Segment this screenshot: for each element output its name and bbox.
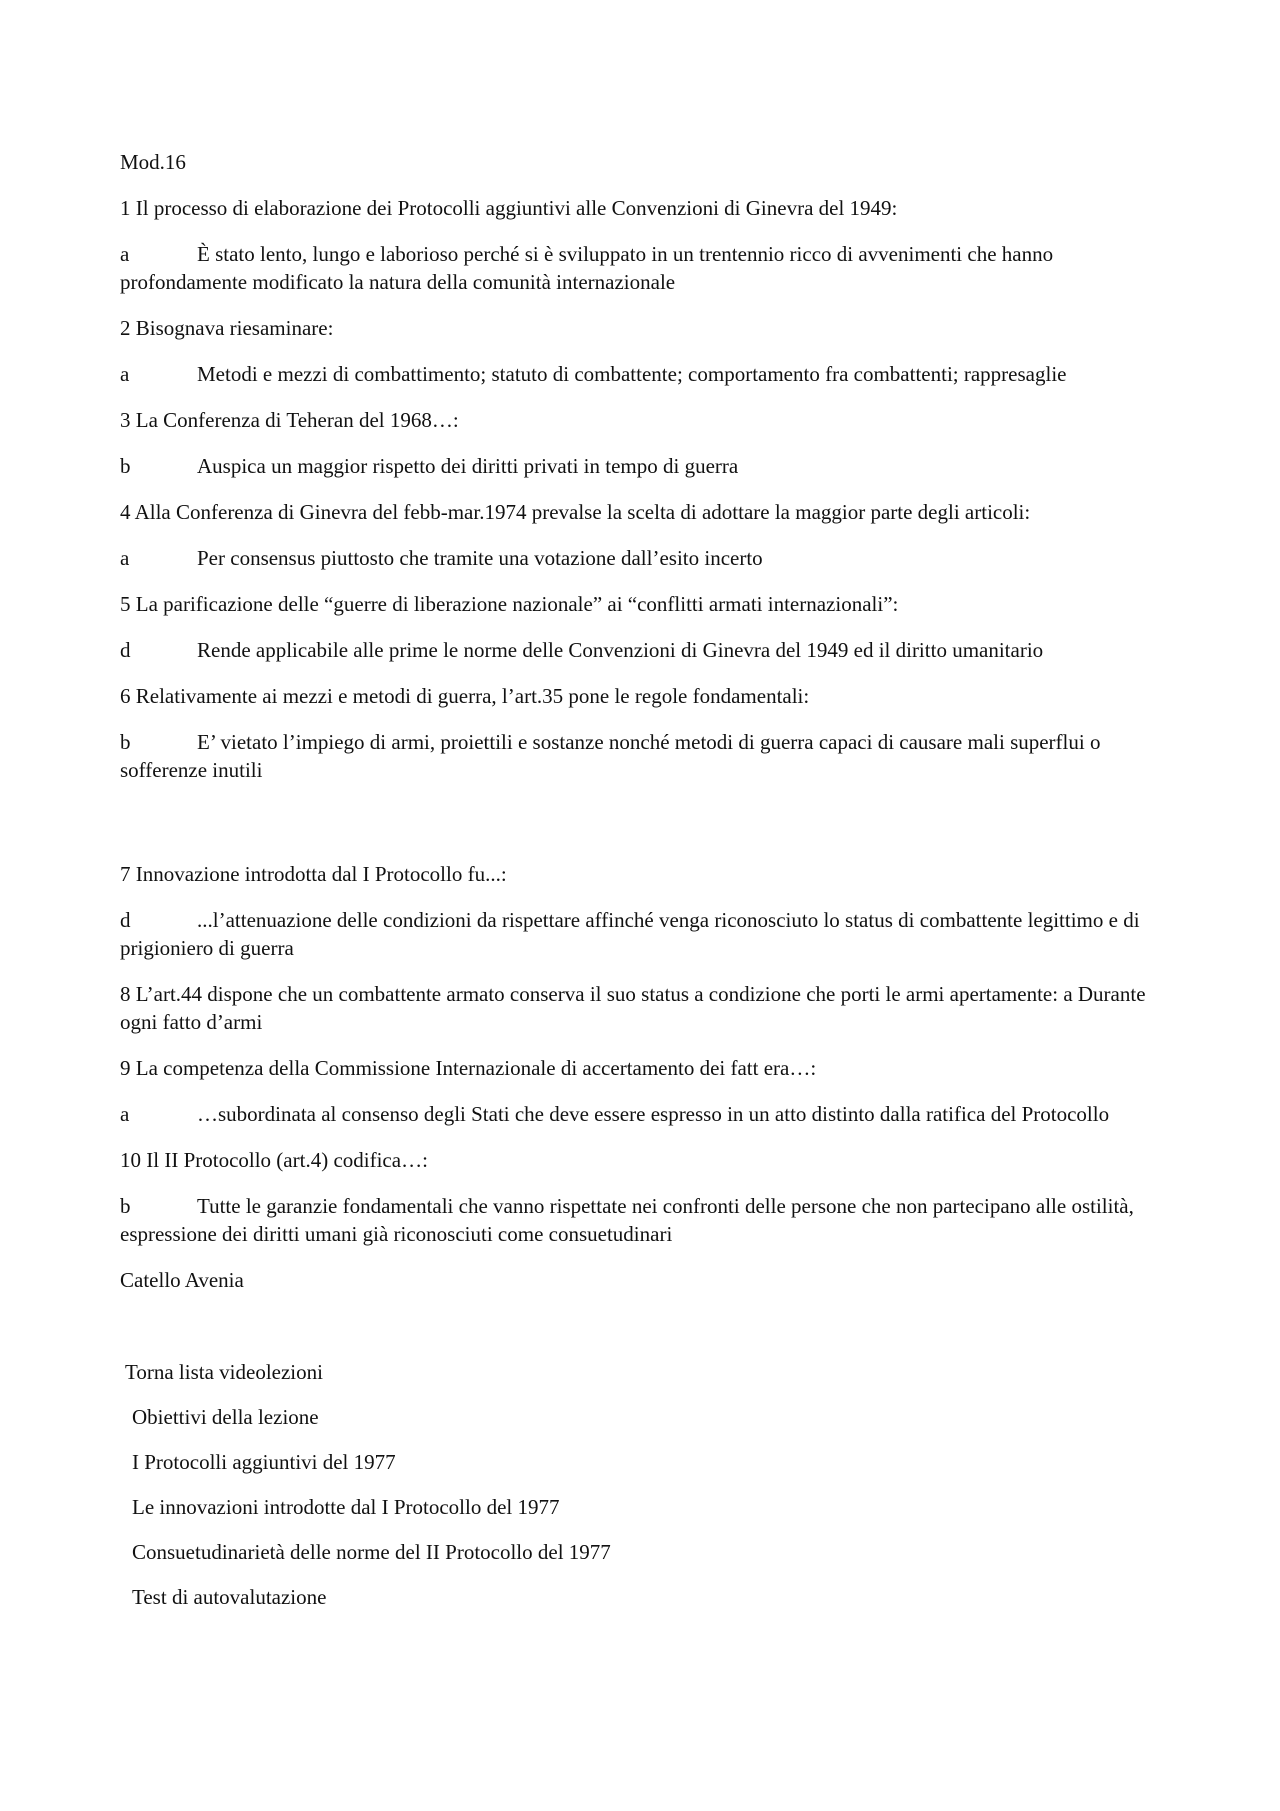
question-2: 2 Bisognava riesaminare:	[120, 316, 334, 340]
answer-3	[120, 452, 1170, 480]
question-1: 1 Il processo di elaborazione dei Protocolli aggiuntivi alle Convenzioni di Ginevra del 1949:	[120, 196, 898, 220]
answer-6	[120, 728, 1170, 784]
answer-text: È stato lento, lungo e laborioso perché si è sviluppato in un trentennio ricco di avvenimenti che hanno profondamente modificato la natura della comunità internazionale	[120, 242, 1054, 294]
answer-4	[120, 544, 1170, 572]
answer-text: ...l’attenuazione delle condizioni da rispettare affinché venga riconosciuto lo status di combattente legittimo e di prigioniero di guerra	[120, 908, 1140, 960]
nav-back-link[interactable]: Torna lista videolezioni	[125, 1360, 323, 1384]
question-4: 4 Alla Conferenza di Ginevra del febb-mar.1974 prevalse la scelta di adottare la maggior parte degli articoli:	[120, 500, 1031, 524]
question-9: 9 La competenza della Commissione Internazionale di accertamento dei fatt era…:	[120, 1056, 817, 1080]
answer-letter: a	[120, 546, 130, 570]
answer-1	[120, 240, 1170, 296]
answer-text: Per consensus piuttosto che tramite una votazione dall’esito incerto	[197, 546, 763, 570]
question-10: 10 Il II Protocollo (art.4) codifica…:	[120, 1148, 428, 1172]
nav-item-objectives[interactable]: Obiettivi della lezione	[132, 1405, 319, 1429]
document-page	[120, 148, 1170, 1628]
nav-item-innovations[interactable]: Le innovazioni introdotte dal I Protocollo del 1977	[132, 1495, 560, 1519]
answer-text: Auspica un maggior rispetto dei diritti privati in tempo di guerra	[197, 454, 739, 478]
nav-item-protocols[interactable]: I Protocolli aggiuntivi del 1977	[132, 1450, 396, 1474]
question-3: 3 La Conferenza di Teheran del 1968…:	[120, 408, 459, 432]
answer-2	[120, 360, 1170, 388]
answer-text: E’ vietato l’impiego di armi, proiettili e sostanze nonché metodi di guerra capaci di causare mali superflui o sofferenze inutili	[120, 730, 1101, 782]
answer-10	[120, 1192, 1170, 1248]
answer-letter: b	[120, 1194, 131, 1218]
question-5: 5 La parificazione delle “guerre di liberazione nazionale” ai “conflitti armati internazionali”:	[120, 592, 899, 616]
answer-text: …subordinata al consenso degli Stati che deve essere espresso in un atto distinto dalla ratifica del Protocollo	[197, 1102, 1110, 1126]
answer-letter: b	[120, 454, 131, 478]
answer-letter: b	[120, 730, 131, 754]
answer-letter: a	[120, 1102, 130, 1126]
module-code: Mod.16	[120, 150, 186, 174]
answer-letter: a	[120, 242, 130, 266]
answer-letter: d	[120, 638, 131, 662]
answer-text: Metodi e mezzi di combattimento; statuto di combattente; comportamento fra combattenti; rappresaglie	[197, 362, 1067, 386]
question-7: 7 Innovazione introdotta dal I Protocollo fu...:	[120, 862, 507, 886]
answer-text: Tutte le garanzie fondamentali che vanno rispettate nei confronti delle persone che non partecipano alle ostilità, espressione dei diritti umani già riconosciuti come consuetudinari	[120, 1194, 1134, 1246]
lesson-nav	[120, 1358, 1170, 1611]
answer-5	[120, 636, 1170, 664]
question-8: 8 L’art.44 dispone che un combattente armato conserva il suo status a condizione che porti le armi apertamente: a Durante ogni fatto d’armi	[120, 982, 1146, 1034]
answer-text: Rende applicabile alle prime le norme delle Convenzioni di Ginevra del 1949 ed il diritto umanitario	[197, 638, 1044, 662]
author-name: Catello Avenia	[120, 1268, 244, 1292]
answer-letter: d	[120, 908, 131, 932]
answer-9	[120, 1100, 1170, 1128]
answer-7	[120, 906, 1170, 962]
question-6: 6 Relativamente ai mezzi e metodi di guerra, l’art.35 pone le regole fondamentali:	[120, 684, 810, 708]
nav-item-self-test[interactable]: Test di autovalutazione	[132, 1585, 327, 1609]
nav-item-customary-norms[interactable]: Consuetudinarietà delle norme del II Protocollo del 1977	[132, 1540, 611, 1564]
answer-letter: a	[120, 362, 130, 386]
blank-gap	[120, 802, 1170, 860]
